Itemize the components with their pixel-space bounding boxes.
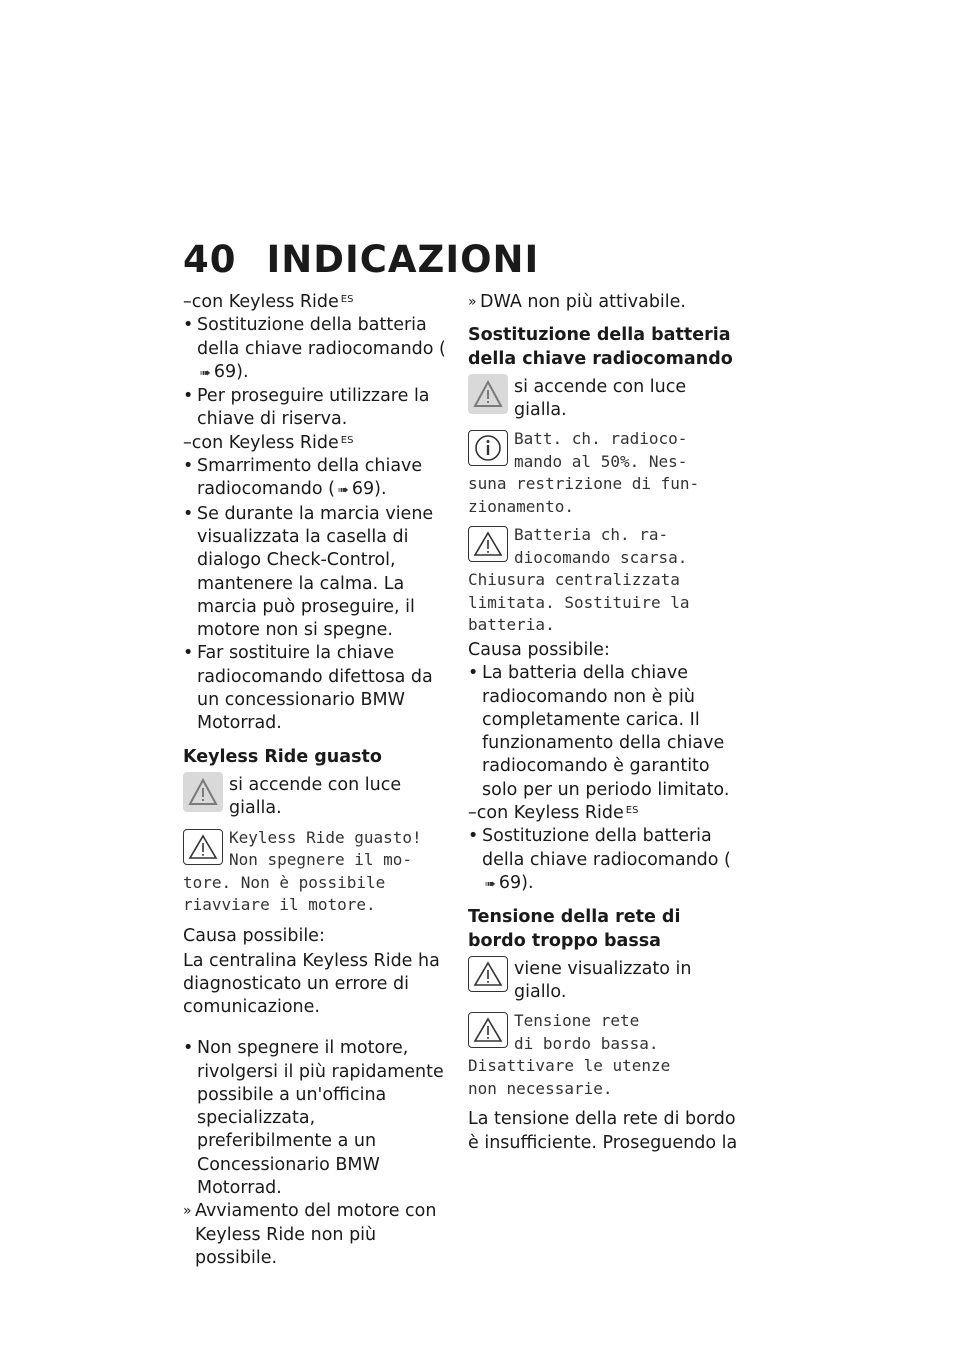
cause-text: La centralina Keyless Ride ha diagnosticato un errore di comunicazione. xyxy=(183,950,440,1018)
body-text: La tensione della rete di bordo è insufficiente. Proseguendo la xyxy=(468,1109,738,1153)
display-message-line: Disattivare le utenze xyxy=(468,1056,671,1076)
bullet-item: • La batteria della chiave radiocomando non è più completamente carica. Il funzionamento della chiave radiocomando è garantito solo per un periodo limitato. xyxy=(468,662,743,802)
result-item: » DWA non più attivabile. xyxy=(468,291,743,314)
display-message-line: limitata. Sostituire la xyxy=(468,592,690,612)
bullet-item: • Far sostituire la chiave radiocomando difettosa da un concessionario BMW Motorrad. xyxy=(183,642,453,735)
page-reference[interactable]: 69). xyxy=(213,361,249,382)
warning-triangle-outline-icon xyxy=(468,526,508,562)
result-item: » Avviamento del motore con Keyless Ride non più possibile. xyxy=(183,1200,453,1270)
bullet-item: • Se durante la marcia viene visualizzata la casella di dialogo Check-Control, mantenere la calma. La marcia può proseguire, il motore non si spegne. xyxy=(183,503,453,643)
bullet-item: • Smarrimento della chiave radiocomando ( ➠ 69). xyxy=(183,455,453,503)
arrow-right-icon: ➠ xyxy=(338,483,349,499)
display-message-line: Tensione rete xyxy=(514,1011,640,1031)
indicator-text: si accende con luce gialla. xyxy=(514,376,687,421)
display-message-line: di bordo bassa. xyxy=(514,1033,659,1053)
right-column xyxy=(468,291,743,1173)
indicator-text: viene visualizzato in giallo. xyxy=(514,958,692,1003)
display-message-line: suna restrizione di fun- xyxy=(468,474,700,494)
display-message-line: zionamento. xyxy=(468,496,574,516)
display-message-line: tore. Non è possibile xyxy=(183,872,386,892)
bullet-item: • Non spegnere il motore, rivolgersi il più rapidamente possibile a un'officina specializzata, preferibilmente a un Concessionario BMW Motorrad. xyxy=(183,1037,453,1200)
condition-line: – con Keyless Ride $^{ES}$ xyxy=(468,802,743,825)
display-message-line: riavviare il motore. xyxy=(183,895,376,915)
display-message-line: batteria. xyxy=(468,615,555,635)
indicator-row xyxy=(468,956,743,1005)
info-outline-icon xyxy=(468,430,508,466)
bullet-item: • Sostituzione della batteria della chiave radiocomando (➠ 69). xyxy=(468,825,743,896)
indicator-row xyxy=(468,374,743,423)
section-heading: Keyless Ride guasto xyxy=(183,746,382,767)
condition-line: – con Keyless Ride $^{ES}$ xyxy=(183,432,453,455)
display-message-line: Batt. ch. radioco- xyxy=(514,429,688,449)
indicator-row xyxy=(183,772,453,821)
arrow-right-icon: ➠ xyxy=(485,876,496,892)
page-number: 40 xyxy=(183,238,237,281)
section-heading: Sostituzione della batteria della chiave radiocomando xyxy=(468,325,733,369)
display-message-line: Keyless Ride guasto! xyxy=(229,827,422,847)
display-message xyxy=(468,524,743,637)
cause-label: Causa possibile: xyxy=(183,925,325,946)
warning-triangle-filled-icon xyxy=(468,374,508,414)
page-header xyxy=(183,238,539,281)
left-column xyxy=(183,291,453,1270)
cause-label: Causa possibile: xyxy=(468,639,610,660)
bullet-item: • Sostituzione della batteria della chiave radiocomando (➠ 69). xyxy=(183,314,453,385)
warning-triangle-outline-icon xyxy=(468,956,508,992)
display-message-line: mando al 50%. Nes- xyxy=(514,451,688,471)
warning-triangle-outline-icon xyxy=(183,829,223,865)
display-message-line: Chiusura centralizzata xyxy=(468,570,680,590)
page-reference[interactable]: 69). xyxy=(351,479,387,500)
warning-triangle-outline-icon xyxy=(468,1012,508,1048)
display-message-line: diocomando scarsa. xyxy=(514,547,688,567)
display-message xyxy=(468,1010,743,1100)
display-message xyxy=(468,428,743,518)
page-title: INDICAZIONI xyxy=(266,238,540,281)
indicator-text: si accende con luce gialla. xyxy=(229,774,402,819)
display-message-line: Non spegnere il mo- xyxy=(229,850,413,870)
section-heading: Tensione della rete di bordo troppo bassa xyxy=(468,907,681,951)
bullet-item: • Per proseguire utilizzare la chiave di riserva. xyxy=(183,385,453,432)
page-reference[interactable]: 69). xyxy=(498,872,534,893)
arrow-right-icon: ➠ xyxy=(200,365,211,381)
display-message xyxy=(183,827,453,917)
display-message-line: non necessarie. xyxy=(468,1078,613,1098)
condition-line: – con Keyless Ride $^{ES}$ xyxy=(183,291,453,314)
warning-triangle-filled-icon xyxy=(183,772,223,812)
display-message-line: Batteria ch. ra- xyxy=(514,525,669,545)
